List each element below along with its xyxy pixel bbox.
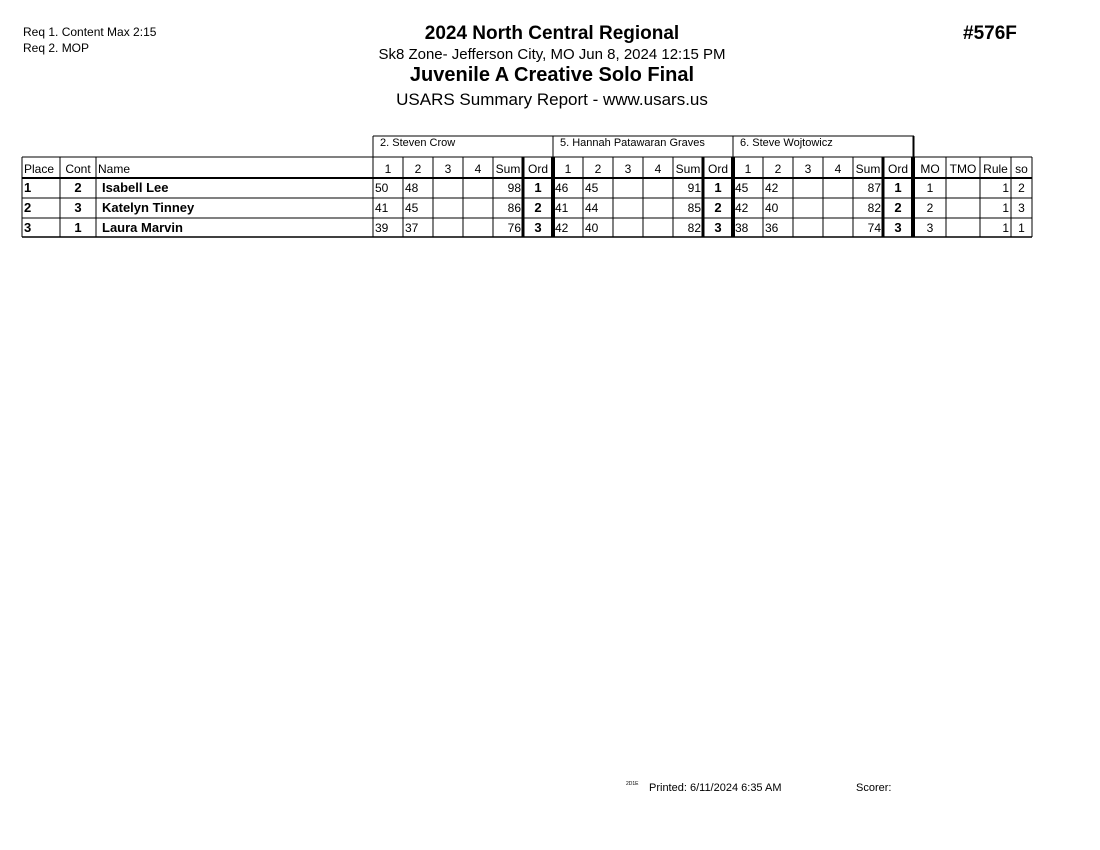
col-header-judge-score: 3 [444, 162, 452, 176]
row-cont: 1 [74, 220, 82, 235]
row-so: 3 [1018, 201, 1025, 215]
row-judge-ord: 3 [714, 220, 722, 235]
row-place: 1 [24, 180, 32, 195]
row-judge-s1: 42 [555, 221, 569, 235]
col-header-judge-score: 1 [384, 162, 392, 176]
col-header-so: so [1015, 162, 1028, 176]
row-judge-s4 [645, 179, 671, 197]
row-judge-s1: 39 [375, 221, 389, 235]
col-header-judge-score: Ord [887, 162, 908, 176]
scorer-label: Scorer: [856, 782, 892, 794]
row-judge-s4 [645, 199, 671, 217]
report-code: 2D1E [626, 781, 639, 787]
row-judge-s2: 45 [405, 201, 419, 215]
row-place: 2 [24, 200, 32, 215]
row-judge-sum: 76 [507, 221, 521, 235]
judge-name: 2. Steven Crow [380, 137, 456, 149]
col-header-cont: Cont [65, 162, 91, 176]
row-tmo [948, 219, 978, 237]
row-judge-s4 [465, 219, 491, 237]
row-judge-ord: 1 [894, 180, 902, 195]
col-header-judge-score: 2 [594, 162, 602, 176]
row-judge-s3 [795, 179, 821, 197]
row-cont: 3 [74, 200, 82, 215]
row-judge-sum: 82 [867, 201, 881, 215]
row-judge-s3 [435, 219, 461, 237]
row-judge-ord: 3 [894, 220, 902, 235]
row-rule: 1 [1002, 181, 1009, 195]
row-judge-s1: 42 [735, 201, 749, 215]
row-judge-s2: 37 [405, 221, 419, 235]
row-judge-s3 [615, 219, 641, 237]
printed-timestamp: Printed: 6/11/2024 6:35 AM [649, 782, 782, 794]
row-judge-sum: 87 [867, 181, 881, 195]
row-judge-s4 [465, 179, 491, 197]
row-mo: 1 [926, 181, 934, 195]
col-header-rule: Rule [983, 162, 1008, 176]
row-judge-s3 [435, 199, 461, 217]
row-cont: 2 [74, 180, 82, 195]
row-rule: 1 [1002, 221, 1009, 235]
col-header-judge-score: 3 [624, 162, 632, 176]
row-judge-ord: 2 [714, 200, 722, 215]
col-header-tmo: TMO [949, 162, 977, 176]
requirement-2: Req 2. MOP [23, 41, 90, 55]
row-judge-s2: 36 [765, 221, 779, 235]
report-title: USARS Summary Report - www.usars.us [396, 90, 708, 109]
row-judge-s1: 41 [555, 201, 569, 215]
row-judge-s3 [435, 179, 461, 197]
row-name: Isabell Lee [102, 180, 169, 195]
row-judge-s1: 38 [735, 221, 749, 235]
row-so: 2 [1018, 181, 1025, 195]
row-name: Laura Marvin [102, 220, 183, 235]
row-judge-s2: 44 [585, 201, 599, 215]
row-judge-ord: 2 [534, 200, 542, 215]
col-header-judge-score: Sum [495, 162, 521, 176]
event-title: Juvenile A Creative Solo Final [409, 64, 695, 86]
col-header-judge-score: Ord [707, 162, 728, 176]
row-judge-s1: 41 [375, 201, 389, 215]
col-header-judge-score: 2 [414, 162, 422, 176]
row-judge-s1: 46 [555, 181, 569, 195]
col-header-judge-score: 3 [804, 162, 812, 176]
row-judge-s1: 45 [735, 181, 749, 195]
judge-name: 5. Hannah Patawaran Graves [560, 137, 705, 149]
row-judge-s2: 48 [405, 181, 419, 195]
row-judge-s2: 42 [765, 181, 779, 195]
col-header-judge-score: 4 [654, 162, 662, 176]
col-header-judge-score: Ord [527, 162, 548, 176]
row-judge-s4 [645, 219, 671, 237]
row-judge-s2: 45 [585, 181, 599, 195]
col-header-judge-score: Sum [855, 162, 881, 176]
row-judge-s4 [825, 179, 851, 197]
row-judge-ord: 1 [714, 180, 722, 195]
row-judge-ord: 1 [534, 180, 542, 195]
col-header-place: Place [24, 162, 55, 176]
row-judge-sum: 86 [507, 201, 521, 215]
col-header-judge-score: Sum [675, 162, 701, 176]
col-header-mo: MO [920, 162, 940, 176]
row-judge-ord: 3 [534, 220, 542, 235]
row-mo: 2 [926, 201, 934, 215]
row-place: 3 [24, 220, 32, 235]
row-judge-s3 [795, 219, 821, 237]
row-so: 1 [1018, 221, 1025, 235]
row-judge-s2: 40 [585, 221, 599, 235]
row-judge-sum: 74 [867, 221, 881, 235]
col-header-judge-score: 1 [564, 162, 572, 176]
col-header-judge-score: 4 [834, 162, 842, 176]
col-header-judge-score: 2 [774, 162, 782, 176]
row-judge-sum: 91 [687, 181, 701, 195]
col-header-judge-score: 4 [474, 162, 482, 176]
row-judge-s4 [825, 219, 851, 237]
row-mo: 3 [926, 221, 934, 235]
col-header-judge-score: 1 [744, 162, 752, 176]
row-judge-sum: 98 [507, 181, 521, 195]
event-number: #576F [963, 23, 1017, 44]
row-judge-s3 [615, 179, 641, 197]
row-judge-sum: 85 [687, 201, 701, 215]
row-name: Katelyn Tinney [102, 200, 195, 215]
row-judge-sum: 82 [687, 221, 701, 235]
row-judge-s3 [615, 199, 641, 217]
row-judge-s4 [825, 199, 851, 217]
row-tmo [948, 199, 978, 217]
judge-name: 6. Steve Wojtowicz [740, 137, 833, 149]
col-header-name: Name [98, 162, 131, 176]
row-judge-s1: 50 [375, 181, 389, 195]
row-judge-s2: 40 [765, 201, 779, 215]
row-tmo [948, 179, 978, 197]
row-rule: 1 [1002, 201, 1009, 215]
row-judge-s4 [465, 199, 491, 217]
location-line: Sk8 Zone- Jefferson City, MO Jun 8, 2024 12:15 PM [378, 46, 726, 63]
requirement-1: Req 1. Content Max 2:15 [23, 25, 157, 39]
row-judge-ord: 2 [894, 200, 902, 215]
competition-title: 2024 North Central Regional [424, 23, 680, 44]
row-judge-s3 [795, 199, 821, 217]
